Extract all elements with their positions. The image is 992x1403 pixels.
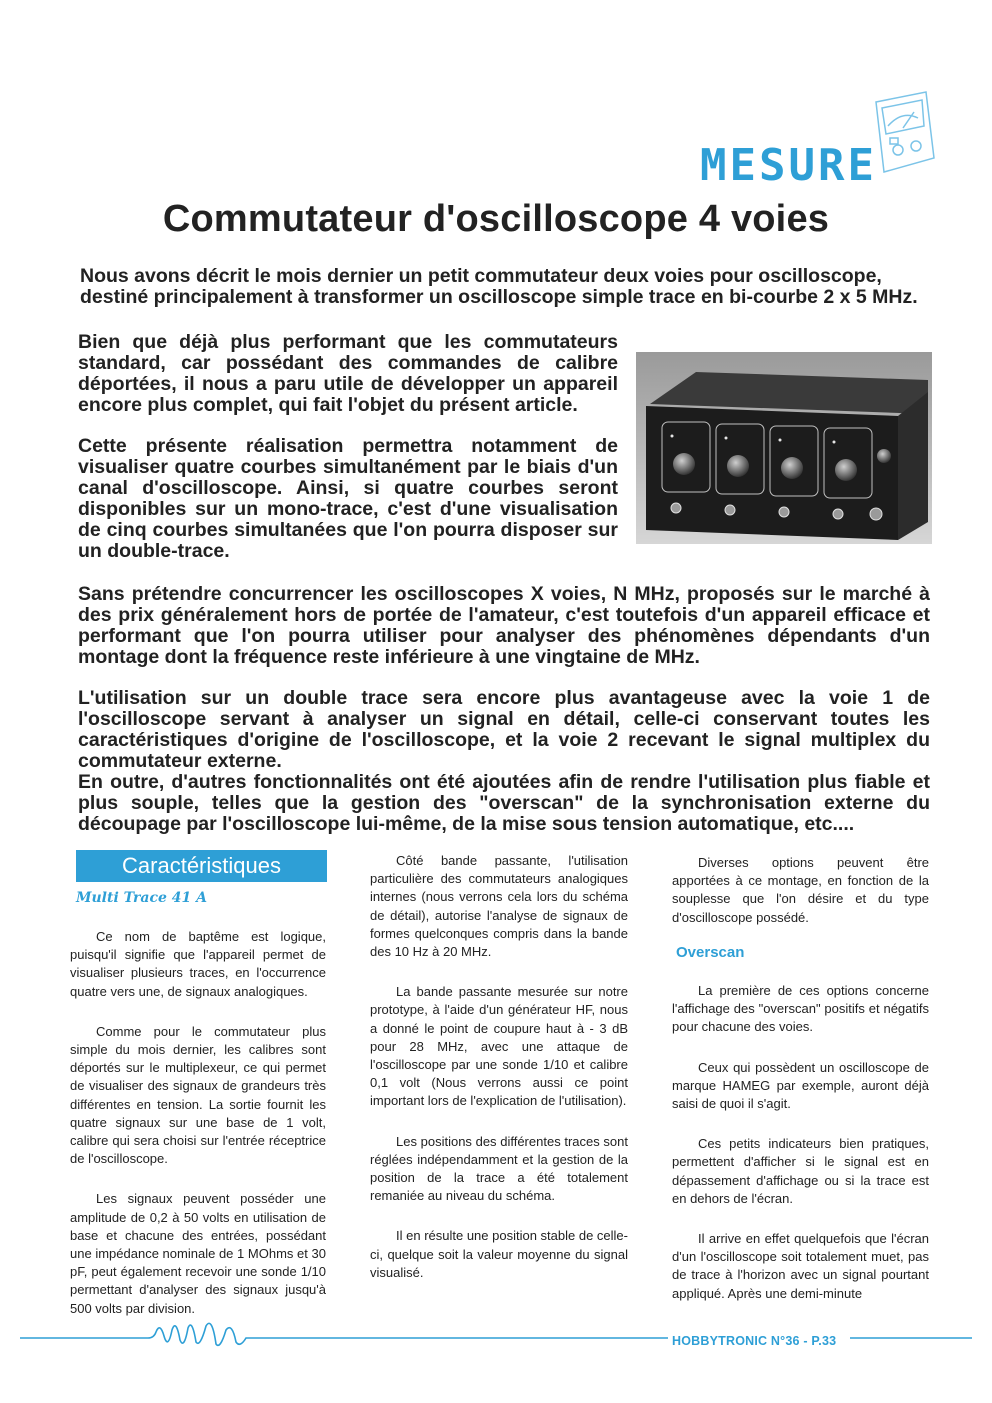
body-paragraph: Diverses options peuvent être apportées à ce montage, en fonction de la souplesse que l'on désire et du type d'oscilloscope possédé.: [672, 855, 929, 925]
body-paragraph: Les signaux peuvent posséder une amplitude de 0,2 à 50 volts en utilisation de base et chacune des entrées, possédant une impédance nominale de 1 MOhms et 30 pF, peut également recevoir une sonde 1/10 permettant d'analyser des signaux jusqu'à 500 volts par division.: [70, 1191, 326, 1316]
multimeter-icon: [868, 88, 938, 180]
section-heading: Caractéristiques: [76, 850, 327, 882]
intro-paragraph-5: L'utilisation sur un double trace sera encore plus avantageuse avec la voie 1 de l'oscilloscope servant à analyser un signal en détail, celle-ci conservant toutes les caractéristiques d'origine de l'oscilloscope, et la voie 2 recevant le signal multiplex du commutateur externe.: [78, 687, 930, 772]
section-subheading: Multi Trace 41 A: [76, 890, 208, 906]
body-paragraph: Ceux qui possèdent un oscilloscope de marque HAMEG par exemple, auront déjà saisi de quoi il s'agit.: [672, 1059, 929, 1112]
intro-paragraph-1: Nous avons décrit le mois dernier un petit commutateur deux voies pour oscilloscope, destiné principalement à transformer un oscilloscope simple trace en bi-courbe 2 x 5 MHz.: [80, 265, 918, 308]
intro-paragraph-4: Sans prétendre concurrencer les oscilloscopes X voies, N MHz, proposés sur le marché à des prix généralement hors de portée de l'amateur, c'est toutefois d'un appareil efficace et performant que l'on pourra utiliser pour analyser des phénomènes dépendants d'un montage dont la fréquence reste inférieure à une vingtaine de MHz.: [78, 583, 930, 668]
body-paragraph: Il en résulte une position stable de celle-ci, quelque soit la valeur moyenne du signal visualisé.: [370, 1228, 628, 1280]
footer-page-info: HOBBYTRONIC N°36 - P.33: [672, 1334, 837, 1348]
intro-paragraph-6: En outre, d'autres fonctionnalités ont été ajoutées afin de rendre l'utilisation plus fiable et plus souple, telles que la gestion des "overscan" de la synchronisation externe du découpage par l'oscilloscope lui-même, de la mise sous tension automatique, etc....: [78, 771, 930, 835]
body-paragraph: Ce nom de baptême est logique, puisqu'il signifie que l'appareil permet de visualiser plusieurs traces, en l'occurrence quatre vers une, de signaux analogiques.: [70, 929, 326, 999]
intro-paragraph-3: Cette présente réalisation permettra notamment de visualiser quatre courbes simultanément par le biais d'un canal d'oscilloscope. Ainsi, si quatre courbes seront disponibles sur un mono-trace, c'est d'une visualisation de cinq courbes simultanées que l'on pourra disposer sur un double-trace.: [78, 435, 618, 562]
article-title: Commutateur d'oscilloscope 4 voies: [162, 198, 830, 240]
body-paragraph: Comme pour le commutateur plus simple du mois dernier, les calibres sont déportés sur le multiplexeur, ce qui permet de visualiser des signaux de grandeurs très différentes en tension. La sortie fournit les quatre signaux sur une base de 1 volt, calibre qui sera choisi sur l'entrée réceptrice de l'oscilloscope.: [70, 1023, 326, 1167]
body-paragraph: Les positions des différentes traces sont réglées indépendamment et la gestion de la position de la trace a été totalement remaniée au niveau du schéma.: [370, 1133, 628, 1204]
overscan-heading: Overscan: [676, 944, 745, 961]
body-paragraph: Il arrive en effet quelquefois que l'écran d'un l'oscilloscope soit totalement muet, pas de trace à l'horizon avec un signal pourtant appliqué. Après une demi-minute: [672, 1231, 929, 1301]
column-2: [370, 852, 628, 1304]
device-photo: [636, 352, 932, 544]
body-paragraph: Ces petits indicateurs bien pratiques, permettent d'afficher si le signal est en dépassement d'affichage ou si la trace est en dehors de l'écran.: [672, 1136, 929, 1206]
section-badge: MESURE: [700, 140, 877, 191]
body-paragraph: Côté bande passante, l'utilisation particulière des commutateurs analogiques internes (nous verrons cela lors du schéma de détail), autorise l'analyse de signaux de formes quelconques compris dans la bande des 10 Hz à 20 MHz.: [370, 853, 628, 960]
column-3: [672, 982, 929, 1325]
column-1: [70, 928, 326, 1340]
body-paragraph: La bande passante mesurée sur notre prototype, à l'aide d'un générateur HF, nous a donné le point de coupure haut à - 3 dB pour 28 MHz, avec une attaque de l'oscilloscope par une sonde 1/10 et calibre 0,1 volt (Nous verrons aussi ce point important lors de l'explication de l'utilisation).: [370, 984, 628, 1109]
intro-paragraph-2: Bien que déjà plus performant que les commutateurs standard, car possédant des commandes de calibre déportées, il nous a paru utile de développer un appareil encore plus complet, qui fait l'objet du présent article.: [78, 331, 618, 416]
column-3-intro: [672, 854, 929, 949]
body-paragraph: La première de ces options concerne l'affichage des "overscan" positifs et négatifs pour chacune des voies.: [672, 983, 929, 1035]
